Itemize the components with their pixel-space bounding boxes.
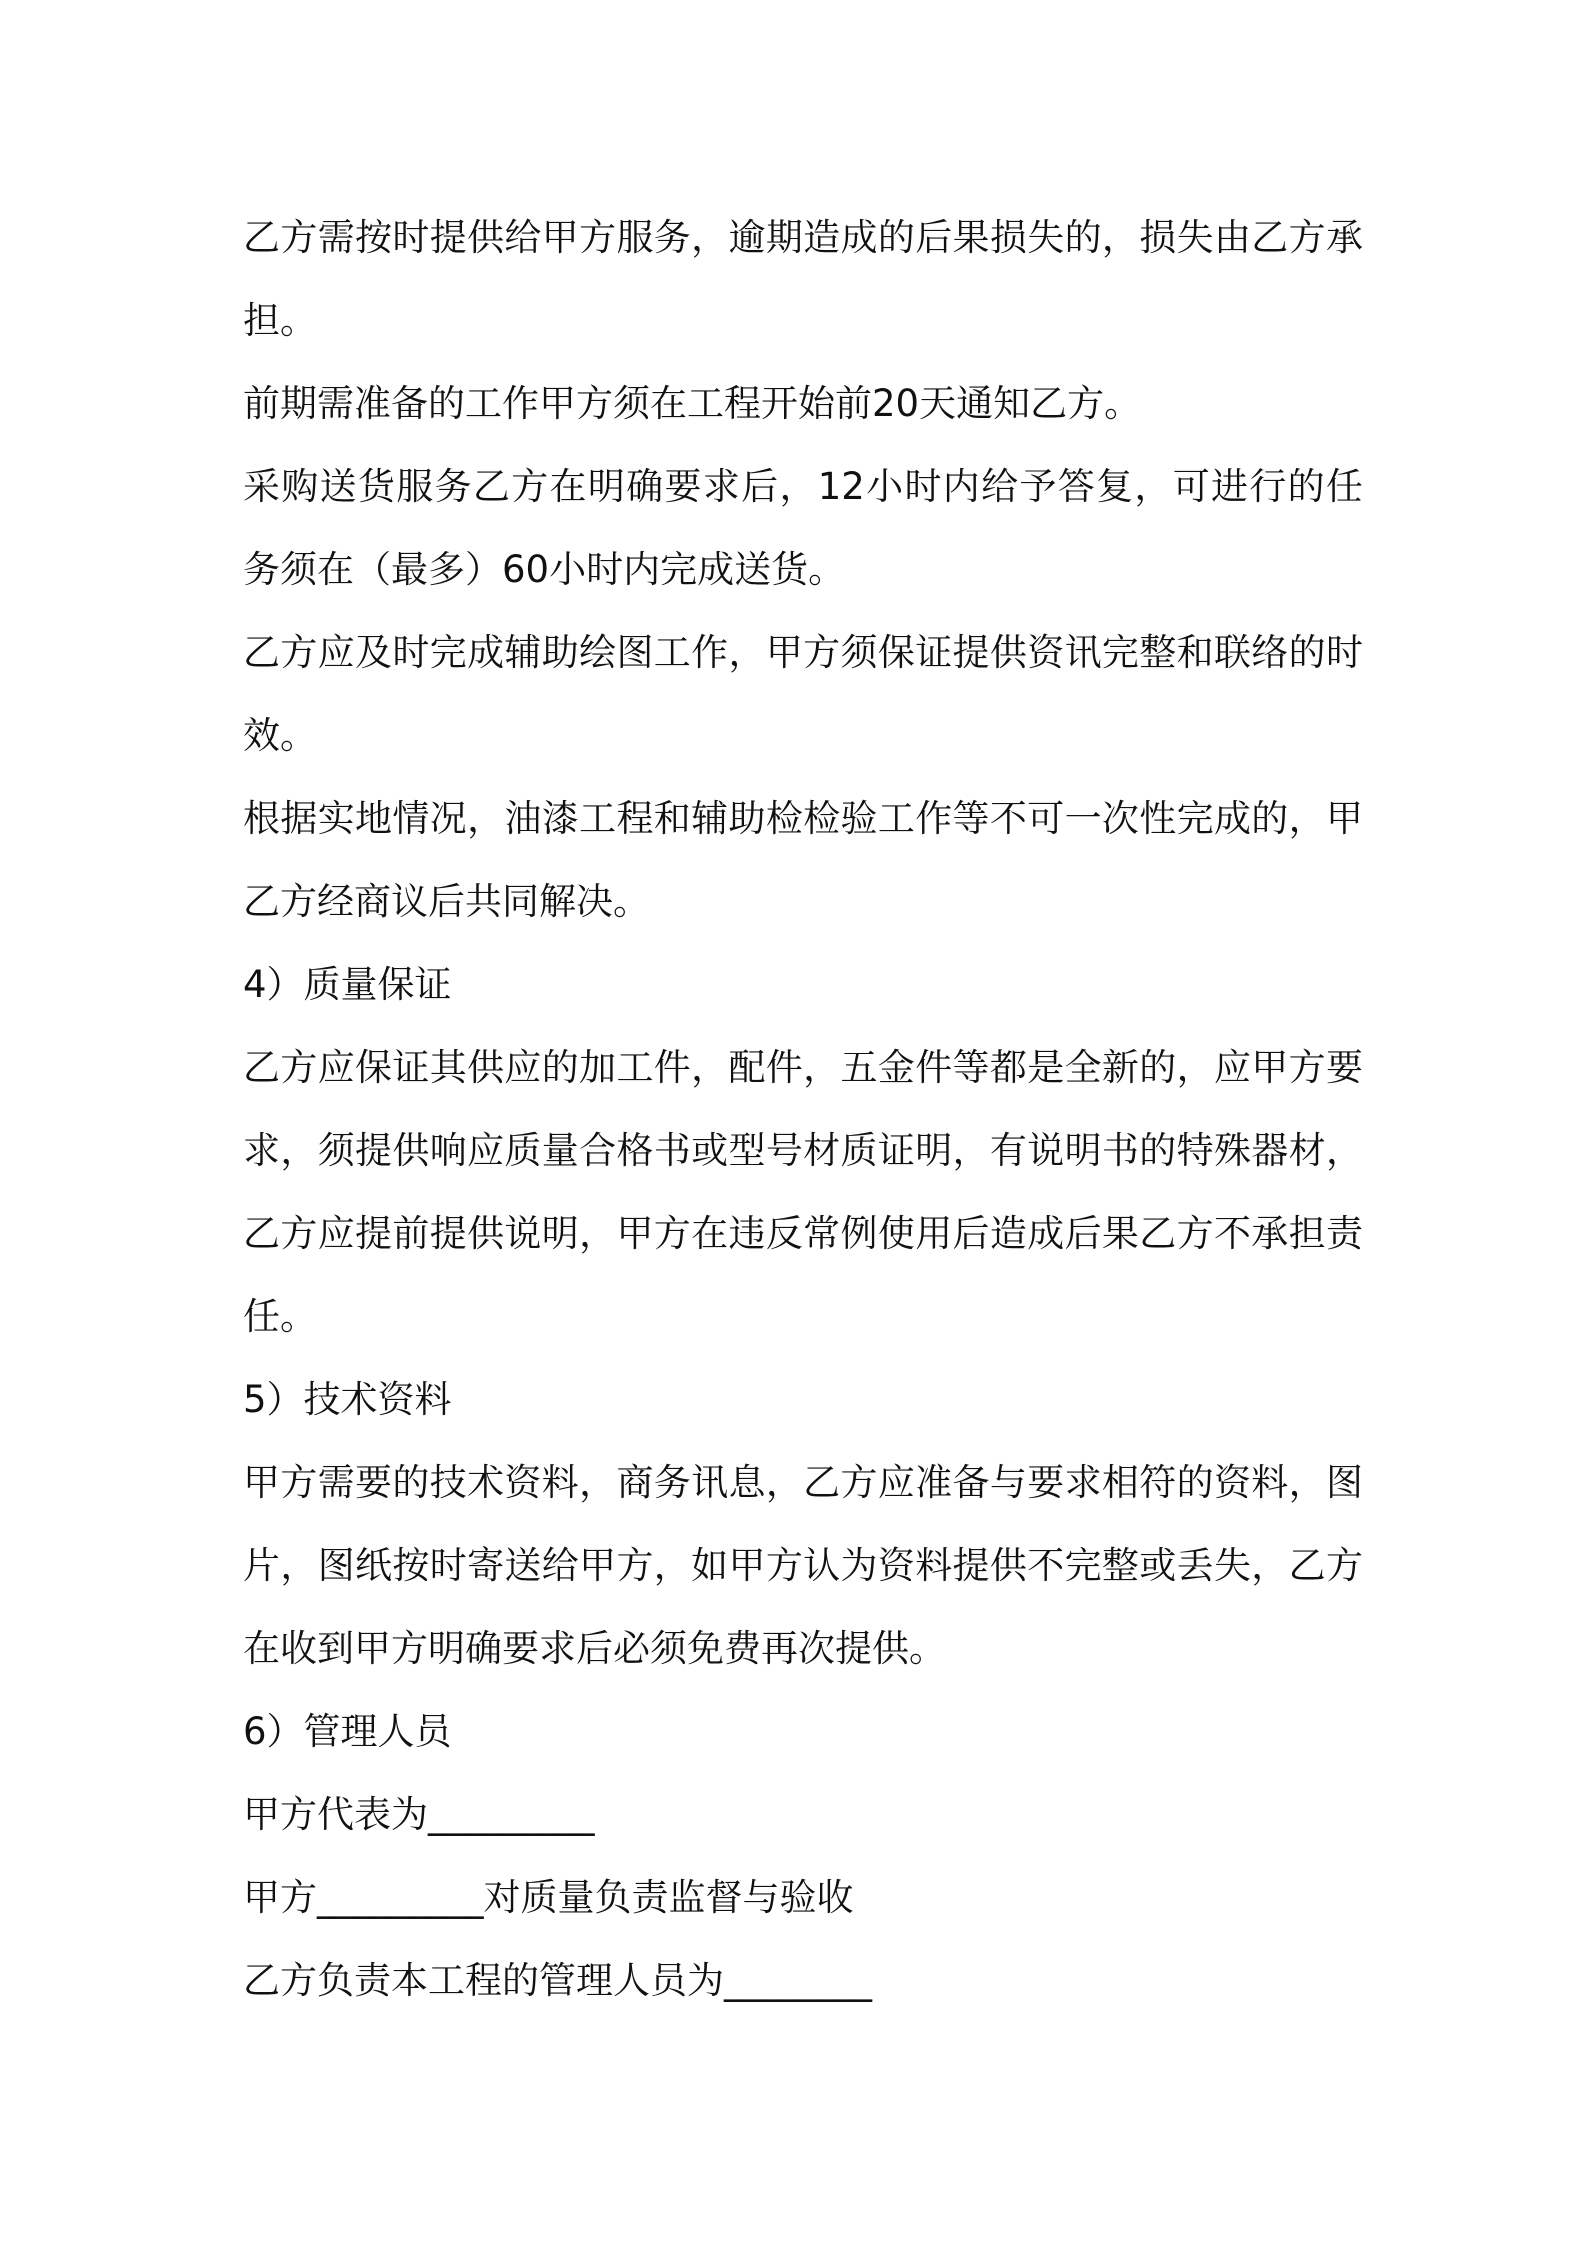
section-heading-quality-assurance: 4）质量保证	[243, 963, 452, 1006]
paragraph-technical-documents: 甲方需要的技术资料，商务讯息，乙方应准备与要求相符的资料，图片，图纸按时寄送给甲方，如甲方认为资料提供不完整或丢失，乙方在收到甲方明确要求后必须免费再次提供。	[243, 1461, 1363, 1670]
paragraph-quality-assurance: 乙方应保证其供应的加工件，配件，五金件等都是全新的，应甲方要求，须提供响应质量合格书或型号材质证明，有说明书的特殊器材，乙方应提前提供说明，甲方在违反常例使用后造成后果乙方不承担责任。	[243, 1046, 1363, 1338]
paragraph-drawing-work: 乙方应及时完成辅助绘图工作，甲方须保证提供资讯完整和联络的时效。	[243, 631, 1363, 757]
line-party-a-representative: 甲方代表为_________	[243, 1793, 595, 1836]
section-heading-management-personnel: 6）管理人员	[243, 1710, 452, 1753]
line-party-b-manager: 乙方负责本工程的管理人员为________	[243, 1959, 872, 2002]
paragraph-service-timeliness: 乙方需按时提供给甲方服务，逾期造成的后果损失的，损失由乙方承担。	[243, 216, 1363, 342]
paragraph-site-conditions: 根据实地情况，油漆工程和辅助检检验工作等不可一次性完成的，甲乙方经商议后共同解决。	[243, 797, 1363, 923]
section-heading-technical-documents: 5）技术资料	[243, 1378, 452, 1421]
paragraph-purchase-delivery: 采购送货服务乙方在明确要求后，12小时内给予答复，可进行的任务须在（最多）60小时内完成送货。	[243, 465, 1363, 591]
document-body	[243, 196, 1363, 2022]
line-party-a-quality-supervisor: 甲方_________对质量负责监督与验收	[243, 1876, 854, 1919]
paragraph-preparation-notice: 前期需准备的工作甲方须在工程开始前20天通知乙方。	[243, 382, 1142, 425]
